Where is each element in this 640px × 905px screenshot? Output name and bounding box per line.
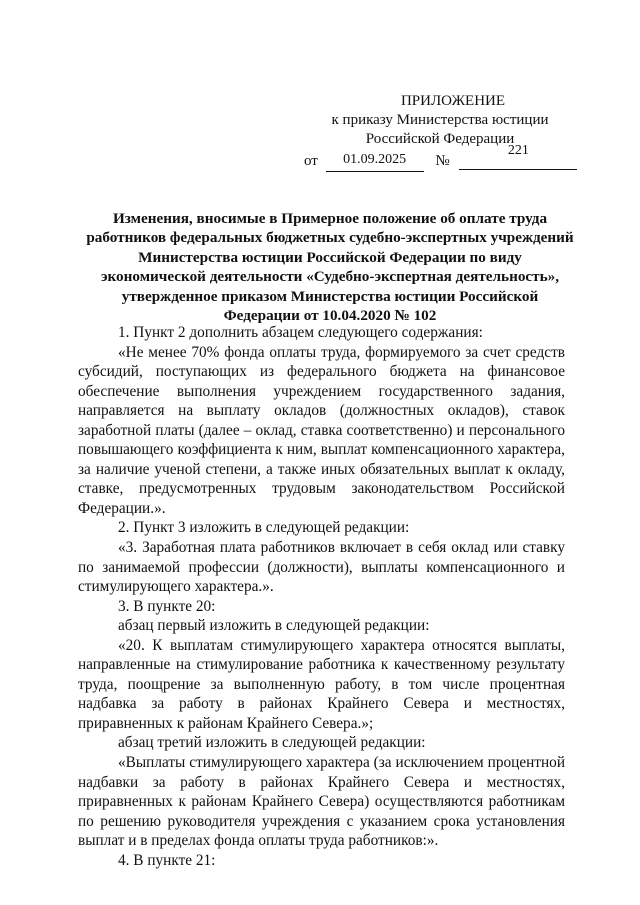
appendix-title: ПРИЛОЖЕНИЕ (400, 93, 506, 109)
paragraph-item-3-heading: 3. В пункте 20: (118, 597, 216, 615)
document-title (70, 209, 590, 325)
paragraph-quote-item-3-text: «3. Заработная плата работников включает в себя оклад или ставку по занимаемой профессии (должности), выплаты компенсационного и стимулирующего характера.». (78, 539, 565, 596)
paragraph-item-1-heading: 1. Пункт 2 дополнить абзацем следующего содержания: (118, 324, 483, 341)
paragraph-item-4-heading: 4. В пункте 21: (118, 851, 216, 869)
document-body (78, 323, 565, 870)
paragraph-quote-payments-text: «Выплаты стимулирующего характера (за исключением процентной надбавки за работу в районах Крайнего Севера и местностях, приравненных к районам Крайнего Севера) осуществляются работникам по решению руководителя учреждения с указанием срока установления выплат и в пределах фонда оплаты труда работников:». (78, 754, 565, 850)
appendix-ministry: Российской Федерации (365, 131, 515, 147)
title-line: Изменения, вносимые в Примерное положение об оплате труда (112, 210, 548, 227)
paragraph-subitem-third: абзац третий изложить в следующей редакции: (118, 734, 426, 752)
order-number: 221 (507, 143, 529, 158)
title-line: Министерства юстиции Российской Федерации по виду (138, 248, 522, 266)
appendix-order-reference: к приказу Министерства юстиции (331, 112, 549, 128)
number-label: № (435, 153, 450, 169)
order-date: 01.09.2025 (343, 152, 407, 167)
order-number-field (459, 143, 577, 170)
title-line: утвержденное приказом Министерства юстиции Российской (121, 287, 539, 305)
title-line: экономической деятельности «Судебно-экспертная деятельность», (100, 268, 560, 286)
paragraph-subitem-first: абзац первый изложить в следующей редакции: (118, 617, 430, 635)
paragraph-item-2-heading: 2. Пункт 3 изложить в следующей редакции: (118, 519, 410, 537)
from-label: от (304, 153, 318, 169)
title-line: Федерации от 10.04.2020 № 102 (223, 307, 437, 325)
order-date-number (304, 143, 584, 172)
appendix-header (300, 92, 580, 149)
paragraph-quote-item-20-text: «20. К выплатам стимулирующего характера относятся выплаты, направленные на стимулирование работника к качественному результату труда, поощрение за выполненную работу, в том числе процентная надбавка за работу в районах Крайнего Севера и местностях, приравненных к районам Крайнего Севера.»; (78, 636, 565, 732)
paragraph-quote-item-2-text: «Не менее 70% фонда оплаты труда, формируемого за счет средств субсидий, поступающих из федерального бюджета на финансовое обеспечение выполнения учреждением государственного задания, направляется на выплату окладов (должностных окладов), ставок заработной платы (далее – оклад, ставка соответственно) и персонального повышающего коэффициента к ним, выплат компенсационного характера, за наличие ученой степени, а также иных обязательных выплат к окладу, ставке, предусмотренных трудовым законодательством Российской Федерации.». (78, 343, 565, 517)
order-date-field (326, 150, 424, 172)
title-line: работников федеральных бюджетных судебно-экспертных учреждений (86, 229, 574, 247)
